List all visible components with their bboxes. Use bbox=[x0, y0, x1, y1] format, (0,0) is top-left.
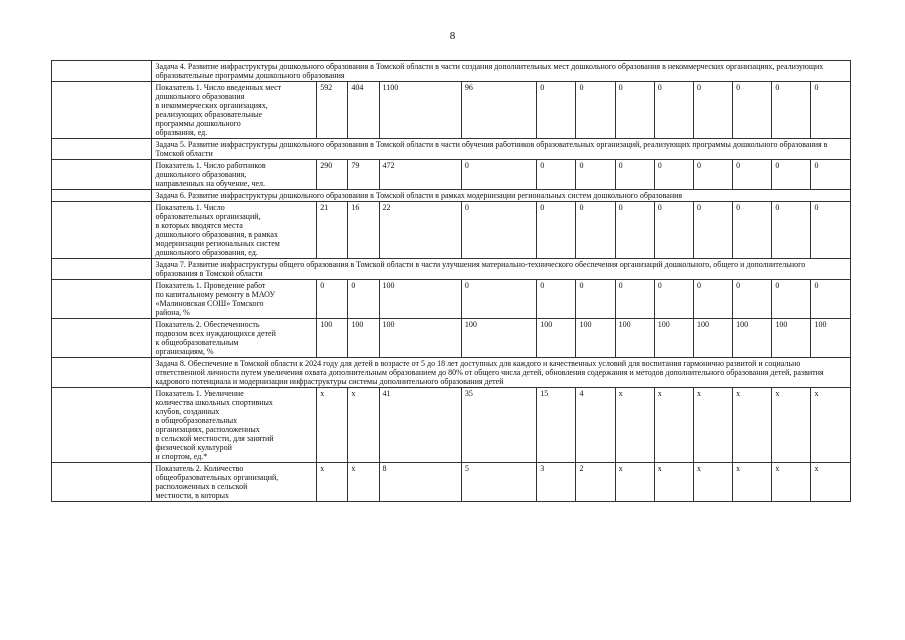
value-cell: 0 bbox=[772, 202, 811, 259]
value-cell: x bbox=[654, 463, 693, 502]
value-cell: 0 bbox=[537, 82, 576, 139]
indicator-label: Показатель 1. Увеличение количества школьных спортивных клубов, созданных в общеобразовательных организациях, расположенных в сельской местности, для занятий физической культурой и спортом, ед.* bbox=[152, 388, 317, 463]
value-cell: 0 bbox=[576, 82, 615, 139]
value-cell: 0 bbox=[733, 202, 772, 259]
value-cell: 100 bbox=[615, 319, 654, 358]
value-cell: 100 bbox=[772, 319, 811, 358]
value-cell: x bbox=[811, 463, 851, 502]
task-title: Задача 6. Развитие инфраструктуры дошкольного образования в Томской области в рамках модернизации региональных систем дошкольного образования bbox=[152, 190, 851, 202]
indicator-row bbox=[52, 280, 851, 319]
value-cell: 0 bbox=[348, 280, 379, 319]
indicator-row bbox=[52, 388, 851, 463]
task-title: Задача 5. Развитие инфраструктуры дошкольного образования в Томской области в части обучения работников образовательных организаций, реализующих программы дошкольного образования в Томской области bbox=[152, 139, 851, 160]
task-row bbox=[52, 190, 851, 202]
value-cell: 0 bbox=[693, 280, 732, 319]
indicator-label: Показатель 1. Число введенных мест дошкольного образования в некоммерческих организациях, реализующих образовательные программы дошкольного образвания, ед. bbox=[152, 82, 317, 139]
value-cell: 0 bbox=[733, 82, 772, 139]
value-cell: 2 bbox=[576, 463, 615, 502]
value-cell: 21 bbox=[317, 202, 348, 259]
empty-cell bbox=[52, 190, 152, 202]
value-cell: 0 bbox=[693, 82, 732, 139]
value-cell: 0 bbox=[811, 160, 851, 190]
empty-cell bbox=[52, 388, 152, 463]
value-cell: 0 bbox=[772, 160, 811, 190]
indicator-label: Показатель 2. Количество общеобразовательных организаций, расположенных в сельской местности, в которых bbox=[152, 463, 317, 502]
value-cell: 96 bbox=[461, 82, 536, 139]
task-row bbox=[52, 139, 851, 160]
empty-cell bbox=[52, 160, 152, 190]
task-title: Задача 8. Обеспечение в Томской области к 2024 году для детей в возрасте от 5 до 18 лет доступных для каждого и качественных условий для воспитания гармонично развитой и социально ответственной личности путем увеличения охвата дополнительным образованием до 80% от общего числа детей, обновления содержания и методов дополнительного образования детей, развития кадрового потенциала и модернизации инфраструктуры системы дополнительного образования детей bbox=[152, 358, 851, 388]
indicator-row bbox=[52, 319, 851, 358]
indicator-row bbox=[52, 160, 851, 190]
value-cell: 0 bbox=[317, 280, 348, 319]
value-cell: 0 bbox=[615, 280, 654, 319]
value-cell: 79 bbox=[348, 160, 379, 190]
page-number: 8 bbox=[449, 30, 456, 42]
empty-cell bbox=[52, 463, 152, 502]
indicator-row bbox=[52, 82, 851, 139]
value-cell: 100 bbox=[733, 319, 772, 358]
value-cell: 290 bbox=[317, 160, 348, 190]
empty-cell bbox=[52, 319, 152, 358]
value-cell: 22 bbox=[379, 202, 461, 259]
value-cell: 0 bbox=[772, 82, 811, 139]
task-row bbox=[52, 259, 851, 280]
value-cell: 0 bbox=[461, 280, 536, 319]
value-cell: x bbox=[317, 388, 348, 463]
value-cell: 100 bbox=[379, 280, 461, 319]
value-cell: 35 bbox=[461, 388, 536, 463]
indicator-label: Показатель 1. Проведение работ по капитальному ремонту в МАОУ «Малиновская СОШ» Томского района, % bbox=[152, 280, 317, 319]
value-cell: 0 bbox=[615, 160, 654, 190]
value-cell: 0 bbox=[615, 202, 654, 259]
value-cell: 3 bbox=[537, 463, 576, 502]
indicator-label: Показатель 2. Обеспеченность подвозом всех нуждающихся детей к общеобразовательным организациям, % bbox=[152, 319, 317, 358]
value-cell: 41 bbox=[379, 388, 461, 463]
value-cell: 0 bbox=[537, 202, 576, 259]
value-cell: x bbox=[772, 463, 811, 502]
empty-cell bbox=[52, 280, 152, 319]
value-cell: x bbox=[654, 388, 693, 463]
value-cell: 0 bbox=[537, 160, 576, 190]
value-cell: 0 bbox=[772, 280, 811, 319]
empty-cell bbox=[52, 82, 152, 139]
empty-cell bbox=[52, 202, 152, 259]
value-cell: x bbox=[348, 388, 379, 463]
value-cell: 100 bbox=[654, 319, 693, 358]
task-title: Задача 7. Развитие инфраструктуры общего образования в Томской области в части улучшения материально-технического обеспечения организаций дошкольного, общего и дополнительного образования в Томской области bbox=[152, 259, 851, 280]
value-cell: 0 bbox=[811, 280, 851, 319]
value-cell: x bbox=[693, 463, 732, 502]
value-cell: 0 bbox=[615, 82, 654, 139]
value-cell: 5 bbox=[461, 463, 536, 502]
value-cell: 100 bbox=[537, 319, 576, 358]
indicator-label: Показатель 1. Число образовательных организаций, в которых вводятся места дошкольного образования, в рамках модернизации региональных систем дошкольного образования, ед. bbox=[152, 202, 317, 259]
value-cell: 16 bbox=[348, 202, 379, 259]
empty-cell bbox=[52, 139, 152, 160]
indicator-label: Показатель 1. Число работников дошкольного образования, направленных на обучение, чел. bbox=[152, 160, 317, 190]
empty-cell bbox=[52, 61, 152, 82]
value-cell: 472 bbox=[379, 160, 461, 190]
value-cell: 1100 bbox=[379, 82, 461, 139]
empty-cell bbox=[52, 259, 152, 280]
value-cell: 0 bbox=[576, 280, 615, 319]
value-cell: 100 bbox=[317, 319, 348, 358]
value-cell: x bbox=[693, 388, 732, 463]
value-cell: 0 bbox=[654, 82, 693, 139]
value-cell: 0 bbox=[733, 160, 772, 190]
value-cell: x bbox=[733, 388, 772, 463]
value-cell: 0 bbox=[693, 160, 732, 190]
value-cell: x bbox=[615, 463, 654, 502]
value-cell: x bbox=[317, 463, 348, 502]
value-cell: 0 bbox=[811, 82, 851, 139]
value-cell: 0 bbox=[693, 202, 732, 259]
value-cell: 100 bbox=[811, 319, 851, 358]
value-cell: 4 bbox=[576, 388, 615, 463]
task-title: Задача 4. Развитие инфраструктуры дошкольного образования в Томской области в части создания дополнительных мест дошкольного образования в некоммерческих организациях, реализующих образовательные программы дошкольного образования bbox=[152, 61, 851, 82]
indicators-table bbox=[51, 60, 851, 502]
empty-cell bbox=[52, 358, 152, 388]
value-cell: 0 bbox=[811, 202, 851, 259]
value-cell: 100 bbox=[461, 319, 536, 358]
value-cell: 0 bbox=[654, 280, 693, 319]
value-cell: 100 bbox=[693, 319, 732, 358]
task-row bbox=[52, 61, 851, 82]
value-cell: x bbox=[733, 463, 772, 502]
value-cell: 0 bbox=[576, 202, 615, 259]
value-cell: 404 bbox=[348, 82, 379, 139]
indicator-row bbox=[52, 202, 851, 259]
value-cell: 0 bbox=[461, 202, 536, 259]
value-cell: x bbox=[348, 463, 379, 502]
value-cell: x bbox=[772, 388, 811, 463]
value-cell: 0 bbox=[654, 160, 693, 190]
value-cell: 8 bbox=[379, 463, 461, 502]
indicator-row bbox=[52, 463, 851, 502]
value-cell: 0 bbox=[654, 202, 693, 259]
value-cell: 15 bbox=[537, 388, 576, 463]
task-row bbox=[52, 358, 851, 388]
value-cell: 592 bbox=[317, 82, 348, 139]
value-cell: 0 bbox=[576, 160, 615, 190]
value-cell: 0 bbox=[461, 160, 536, 190]
value-cell: x bbox=[811, 388, 851, 463]
value-cell: 100 bbox=[576, 319, 615, 358]
value-cell: 0 bbox=[537, 280, 576, 319]
value-cell: x bbox=[615, 388, 654, 463]
value-cell: 100 bbox=[379, 319, 461, 358]
value-cell: 0 bbox=[733, 280, 772, 319]
value-cell: 100 bbox=[348, 319, 379, 358]
